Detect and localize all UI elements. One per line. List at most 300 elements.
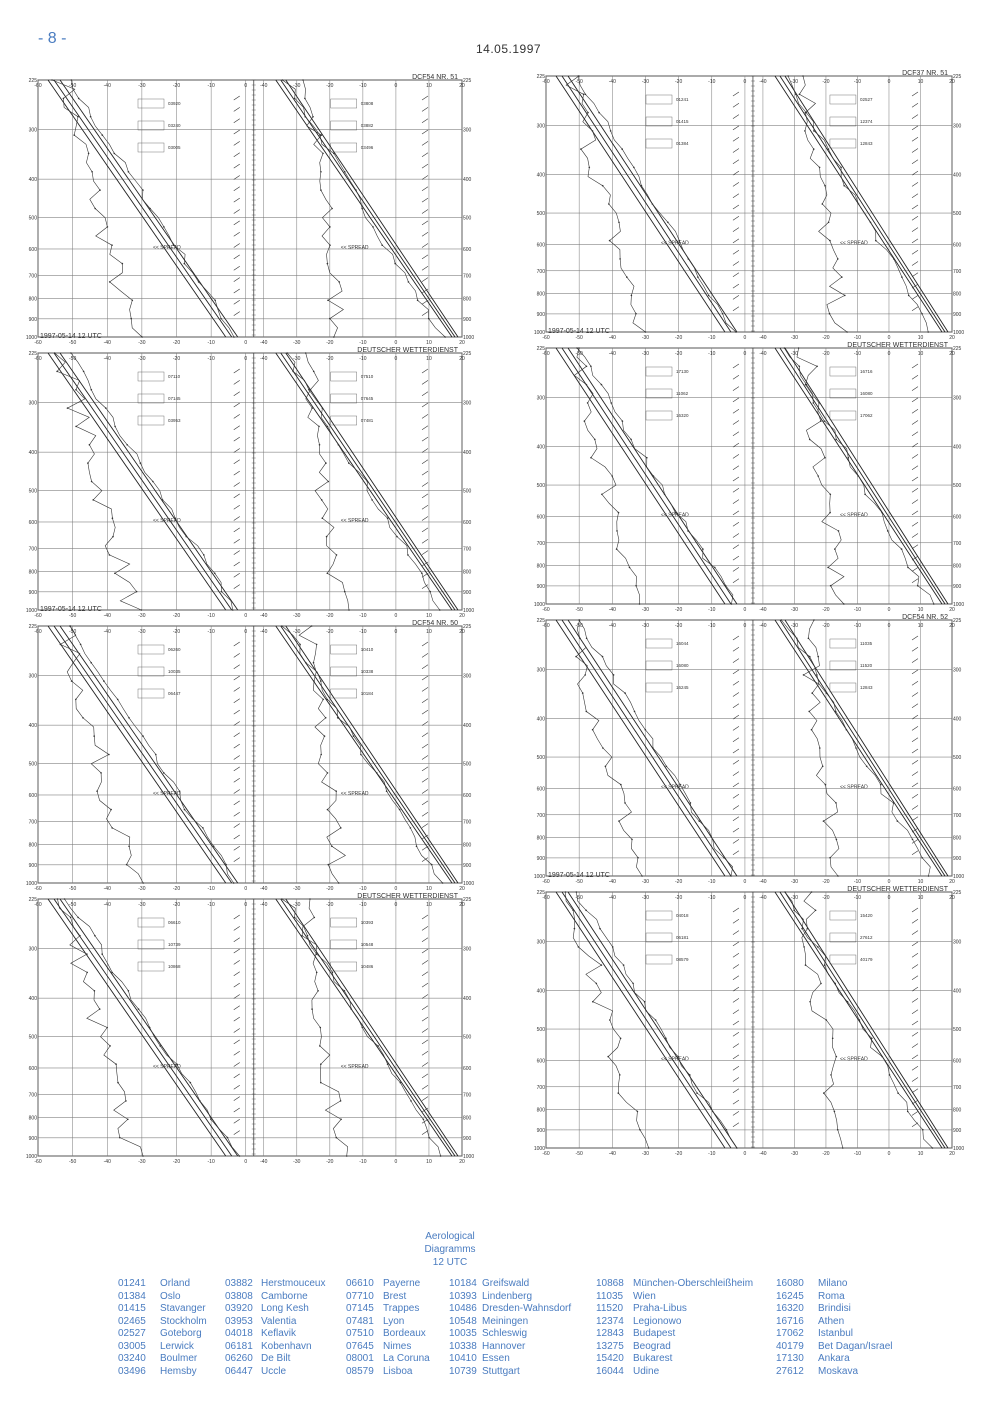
trace-marker bbox=[111, 827, 113, 829]
wind-barb bbox=[234, 403, 240, 407]
wind-barb bbox=[422, 767, 428, 771]
trace-marker bbox=[646, 457, 648, 459]
wind-barb bbox=[733, 908, 739, 912]
wind-barb bbox=[733, 1032, 739, 1036]
wind-barb bbox=[912, 307, 918, 311]
trace-marker bbox=[637, 857, 639, 859]
wind-barb bbox=[422, 369, 428, 373]
station-name: Budapest bbox=[633, 1328, 676, 1339]
station-entry bbox=[346, 1316, 430, 1329]
wind-barb bbox=[912, 919, 918, 923]
temperature-tick-label: -40 bbox=[260, 83, 268, 89]
trace-marker bbox=[64, 898, 66, 900]
station-data-box bbox=[331, 416, 357, 425]
trace-marker bbox=[817, 656, 819, 658]
wind-barb bbox=[912, 466, 918, 470]
trace-marker bbox=[623, 964, 625, 966]
wind-barb bbox=[733, 239, 739, 243]
trace-marker bbox=[644, 1001, 646, 1003]
temperature-tick-label: 20 bbox=[949, 607, 955, 613]
station-entry bbox=[596, 1303, 753, 1316]
trace-marker bbox=[624, 692, 626, 694]
wind-barb bbox=[733, 772, 739, 776]
temperature-tick-label: -30 bbox=[790, 623, 799, 629]
wind-barb bbox=[422, 551, 428, 555]
station-data-box bbox=[830, 139, 856, 148]
station-name: Wien bbox=[633, 1290, 656, 1302]
temperature-tick-label: -30 bbox=[293, 1159, 301, 1165]
trace-marker bbox=[572, 910, 574, 912]
wind-barb bbox=[912, 704, 918, 708]
temperature-tick-label: 20 bbox=[459, 356, 465, 362]
trace-marker bbox=[320, 1027, 322, 1029]
trace-marker bbox=[835, 711, 837, 713]
temperature-tick-label: 0 bbox=[887, 79, 891, 85]
temperature-tick-label: 0 bbox=[743, 879, 747, 885]
trace-marker bbox=[348, 609, 350, 611]
temperature-tick-label: 0 bbox=[394, 886, 398, 892]
trace-marker bbox=[376, 772, 378, 774]
dwd-label: DEUTSCHER WETTERDIENST bbox=[357, 893, 458, 900]
aerological-diagram bbox=[533, 70, 966, 342]
temperature-tick-label: -20 bbox=[675, 623, 683, 629]
temperature-tick-label: -40 bbox=[103, 356, 111, 362]
trace-marker bbox=[803, 946, 805, 948]
station-code-label: 12843 bbox=[859, 141, 873, 146]
pressure-tick-label: 400 bbox=[953, 716, 962, 723]
wind-barb bbox=[733, 839, 739, 843]
temperature-tick-label: -20 bbox=[326, 902, 334, 908]
trace-marker bbox=[635, 585, 637, 587]
trace-marker bbox=[322, 517, 324, 519]
station-code-label: 07481 bbox=[360, 418, 374, 423]
wind-barb bbox=[234, 1119, 240, 1123]
trace-marker bbox=[838, 530, 840, 532]
trace-marker bbox=[94, 208, 96, 210]
wind-barb bbox=[234, 494, 240, 498]
trace-marker bbox=[227, 1137, 229, 1139]
temperature-tick-label: 20 bbox=[949, 895, 955, 901]
temperature-tick-label: 0 bbox=[743, 335, 747, 341]
pressure-tick-label: 500 bbox=[28, 215, 37, 222]
trace-marker bbox=[400, 1082, 402, 1084]
temperature-tick-label: -20 bbox=[172, 902, 181, 908]
wind-barb bbox=[422, 972, 428, 976]
trace-marker bbox=[805, 964, 807, 966]
wind-barb bbox=[422, 665, 428, 669]
trace-marker bbox=[908, 295, 910, 297]
wind-barb bbox=[422, 96, 428, 100]
pressure-tick-label: 400 bbox=[536, 172, 545, 179]
station-code: 40179 bbox=[776, 1340, 804, 1352]
wind-barb bbox=[733, 976, 739, 980]
trace-marker bbox=[811, 891, 813, 893]
station-code-label: 12374 bbox=[859, 119, 873, 124]
trace-marker bbox=[331, 208, 333, 210]
station-entry bbox=[776, 1341, 893, 1354]
temperature-tick-label: -20 bbox=[172, 886, 181, 892]
trace-marker bbox=[842, 1147, 844, 1149]
temperature-tick-label: -10 bbox=[207, 83, 215, 89]
wind-barb bbox=[422, 198, 428, 202]
temperature-tick-label: -50 bbox=[69, 1159, 77, 1165]
aerological-diagram bbox=[25, 620, 476, 893]
temperature-tick-label: -30 bbox=[641, 607, 650, 613]
spread-label: << SPREAD bbox=[340, 244, 369, 251]
temperature-tick-label: 0 bbox=[394, 1159, 398, 1165]
trace-marker bbox=[132, 300, 134, 302]
trace-marker bbox=[117, 699, 119, 701]
station-code: 07510 bbox=[346, 1328, 374, 1339]
trace-marker bbox=[313, 680, 315, 682]
trace-marker bbox=[818, 402, 820, 404]
trace-marker bbox=[327, 573, 329, 575]
wind-barb bbox=[912, 726, 918, 730]
spread-label: << SPREAD bbox=[839, 512, 868, 519]
temperature-tick-label: 0 bbox=[394, 613, 398, 619]
trace-marker bbox=[589, 167, 591, 169]
station-entry bbox=[776, 1353, 893, 1366]
trace-marker bbox=[830, 494, 832, 496]
wind-barb bbox=[912, 488, 918, 492]
trace-marker bbox=[781, 619, 783, 621]
trace-marker bbox=[93, 735, 95, 737]
trace-marker bbox=[282, 79, 284, 81]
station-code-label: 07110 bbox=[168, 374, 181, 379]
station-code: 06260 bbox=[225, 1353, 253, 1364]
trace-marker bbox=[921, 313, 923, 315]
trace-marker bbox=[163, 226, 165, 228]
wind-barb bbox=[912, 1021, 918, 1025]
trace-marker bbox=[311, 625, 313, 627]
trace-marker bbox=[846, 729, 848, 731]
trace-marker bbox=[601, 494, 603, 496]
station-code: 06447 bbox=[225, 1365, 253, 1377]
temperature-tick-label: 0 bbox=[887, 1151, 891, 1157]
station-column bbox=[449, 1278, 571, 1378]
trace-marker bbox=[807, 928, 809, 930]
station-code-label: 10868 bbox=[168, 964, 181, 969]
trace-marker bbox=[815, 910, 817, 912]
trace-marker bbox=[338, 444, 340, 446]
wind-barb bbox=[912, 364, 918, 368]
spread-label: << SPREAD bbox=[661, 512, 689, 519]
trace-marker bbox=[586, 384, 588, 386]
trace-marker bbox=[408, 281, 410, 283]
temperature-tick-label: -10 bbox=[359, 83, 367, 89]
trace-marker bbox=[610, 402, 612, 404]
station-data-box bbox=[646, 389, 672, 398]
trace-marker bbox=[844, 295, 846, 297]
pressure-tick-label: 800 bbox=[953, 563, 962, 570]
trace-marker bbox=[321, 499, 323, 501]
temperature-tick-label: -60 bbox=[542, 879, 550, 885]
station-code: 07145 bbox=[346, 1303, 374, 1314]
wind-barb bbox=[234, 1085, 240, 1089]
pressure-tick-label: 1000 bbox=[25, 881, 37, 887]
wind-barb bbox=[912, 295, 918, 299]
trace-marker bbox=[893, 258, 895, 260]
trace-marker bbox=[585, 910, 587, 912]
station-name: Boulmer bbox=[160, 1353, 198, 1364]
temperature-tick-label: 0 bbox=[743, 79, 747, 85]
temperature-tick-label: -10 bbox=[853, 895, 862, 901]
temperature-tick-label: -30 bbox=[293, 356, 301, 362]
trace-marker bbox=[653, 475, 655, 477]
trace-marker bbox=[320, 171, 322, 173]
trace-marker bbox=[329, 318, 331, 320]
station-entry bbox=[449, 1316, 571, 1329]
trace-marker bbox=[75, 699, 77, 701]
trace-marker bbox=[320, 1082, 322, 1084]
diagram-footer: 1997-05-14 12 UTC bbox=[40, 333, 102, 340]
figure-caption bbox=[400, 1230, 500, 1269]
station-data-box bbox=[646, 683, 672, 692]
trace-marker bbox=[327, 300, 329, 302]
wind-barb bbox=[234, 130, 240, 134]
station-entry bbox=[596, 1353, 753, 1366]
trace-marker bbox=[616, 530, 618, 532]
station-code-label: 03005 bbox=[168, 145, 181, 150]
trace-marker bbox=[612, 946, 614, 948]
wind-barb bbox=[234, 983, 240, 987]
station-data-box bbox=[830, 367, 856, 376]
pressure-tick-label: 900 bbox=[463, 316, 472, 323]
trace-marker bbox=[186, 536, 188, 538]
trace-marker bbox=[848, 457, 850, 459]
temperature-tick-label: -10 bbox=[708, 351, 716, 357]
pressure-tick-label: 400 bbox=[953, 988, 962, 995]
station-column bbox=[596, 1278, 753, 1378]
wind-barb bbox=[422, 312, 428, 316]
trace-marker bbox=[809, 656, 811, 658]
wind-barb bbox=[234, 778, 240, 782]
trace-marker bbox=[90, 116, 92, 118]
trace-marker bbox=[813, 148, 815, 150]
temperature-tick-label: -10 bbox=[853, 623, 862, 629]
trace-marker bbox=[723, 857, 725, 859]
temperature-tick-label: -10 bbox=[207, 629, 215, 635]
temperature-tick-label: -10 bbox=[359, 629, 367, 635]
station-entry bbox=[346, 1353, 430, 1366]
pressure-tick-label: 225 bbox=[953, 346, 962, 352]
wind-barb bbox=[912, 976, 918, 980]
pressure-tick-label: 1000 bbox=[463, 608, 475, 614]
trace-marker bbox=[648, 1147, 650, 1149]
temperature-tick-label: -10 bbox=[708, 1151, 716, 1157]
station-entry bbox=[776, 1366, 893, 1379]
trace-marker bbox=[578, 619, 580, 621]
pressure-tick-label: 300 bbox=[536, 667, 545, 674]
station-name: Milano bbox=[818, 1278, 848, 1289]
trace-marker bbox=[429, 591, 431, 593]
station-name: Hemsby bbox=[160, 1365, 197, 1377]
station-data-box bbox=[646, 139, 672, 148]
wind-barb bbox=[234, 642, 240, 646]
wind-barb bbox=[422, 949, 428, 953]
station-data-box bbox=[830, 933, 856, 942]
temperature-tick-label: 10 bbox=[917, 1151, 924, 1157]
temperature-tick-label: -30 bbox=[790, 879, 799, 885]
temperature-tick-label: -50 bbox=[69, 902, 77, 908]
temperature-tick-label: -20 bbox=[675, 335, 683, 341]
wind-barb bbox=[234, 96, 240, 100]
temperature-tick-label: -40 bbox=[260, 629, 268, 635]
wind-barb bbox=[912, 432, 918, 436]
station-data-box bbox=[830, 95, 856, 104]
temperature-tick-label: -10 bbox=[359, 613, 367, 619]
trace-marker bbox=[596, 983, 598, 985]
pressure-tick-label: 225 bbox=[28, 624, 37, 630]
station-code-label: 10739 bbox=[168, 942, 181, 947]
station-name: Camborne bbox=[261, 1290, 308, 1302]
trace-marker bbox=[239, 1155, 241, 1157]
trace-marker bbox=[565, 891, 567, 893]
temperature-tick-label: -50 bbox=[575, 335, 583, 341]
pressure-tick-label: 1000 bbox=[953, 330, 965, 336]
station-code: 12843 bbox=[596, 1328, 624, 1339]
trace-marker bbox=[630, 439, 632, 441]
station-code-label: 02527 bbox=[859, 97, 873, 102]
pressure-tick-label: 1000 bbox=[533, 874, 545, 880]
trace-marker bbox=[823, 1092, 825, 1094]
wind-barb bbox=[912, 749, 918, 753]
trace-marker bbox=[386, 790, 388, 792]
trace-marker bbox=[340, 1119, 342, 1121]
station-code-label: 17130 bbox=[676, 369, 689, 374]
wind-barb bbox=[422, 756, 428, 760]
wind-barb bbox=[912, 421, 918, 425]
wind-barb bbox=[733, 488, 739, 492]
station-entry bbox=[118, 1353, 207, 1366]
wind-barb bbox=[733, 556, 739, 560]
trace-marker bbox=[864, 494, 866, 496]
spread-label: << SPREAD bbox=[839, 784, 868, 791]
trace-marker bbox=[319, 444, 321, 446]
trace-marker bbox=[348, 462, 350, 464]
wind-barb bbox=[912, 1078, 918, 1082]
trace-marker bbox=[618, 222, 620, 224]
trace-marker bbox=[329, 226, 331, 228]
station-code-label: 10035 bbox=[168, 669, 181, 674]
pressure-tick-label: 700 bbox=[463, 273, 472, 280]
temperature-tick-label: 20 bbox=[459, 83, 465, 89]
trace-marker bbox=[837, 1129, 839, 1131]
trace-marker bbox=[149, 208, 151, 210]
station-code: 03005 bbox=[118, 1340, 146, 1352]
temperature-tick-label: -10 bbox=[359, 1159, 367, 1165]
trace-marker bbox=[119, 1137, 121, 1139]
station-code-label: 11520 bbox=[859, 663, 873, 668]
trace-marker bbox=[901, 276, 903, 278]
trace-marker bbox=[586, 711, 588, 713]
trace-marker bbox=[346, 1155, 348, 1157]
temperature-tick-label: -20 bbox=[326, 356, 334, 362]
pressure-tick-label: 225 bbox=[953, 618, 962, 624]
temperature-tick-label: 0 bbox=[394, 356, 398, 362]
trace-marker bbox=[331, 846, 333, 848]
pressure-tick-label: 300 bbox=[463, 946, 472, 953]
trace-marker bbox=[893, 802, 895, 804]
dwd-label: DEUTSCHER WETTERDIENST bbox=[847, 886, 948, 893]
wind-barb bbox=[422, 278, 428, 282]
trace-marker bbox=[907, 1111, 909, 1113]
trace-marker bbox=[602, 747, 604, 749]
trace-marker bbox=[687, 530, 689, 532]
spread-label: << SPREAD bbox=[153, 517, 181, 524]
station-name: Praha-Libus bbox=[633, 1303, 687, 1314]
wind-barb bbox=[422, 778, 428, 782]
pressure-tick-label: 225 bbox=[28, 897, 37, 903]
temperature-tick-label: 20 bbox=[949, 879, 955, 885]
temperature-tick-label: -40 bbox=[103, 902, 111, 908]
wind-barb bbox=[234, 1063, 240, 1067]
trace-marker bbox=[610, 130, 612, 132]
station-entry bbox=[449, 1291, 571, 1304]
temperature-tick-label: -20 bbox=[822, 1151, 830, 1157]
wind-barb bbox=[422, 300, 428, 304]
trace-marker bbox=[618, 512, 620, 514]
trace-marker bbox=[574, 928, 576, 930]
trace-marker bbox=[592, 729, 594, 731]
aerological-diagram bbox=[533, 886, 966, 1158]
trace-marker bbox=[611, 475, 613, 477]
station-code-label: 11035 bbox=[859, 641, 873, 646]
station-code: 03240 bbox=[118, 1353, 146, 1364]
wind-barb bbox=[733, 387, 739, 391]
wind-barb bbox=[733, 760, 739, 764]
trace-marker bbox=[731, 603, 733, 605]
trace-marker bbox=[328, 481, 330, 483]
station-name: Oslo bbox=[160, 1290, 181, 1302]
station-code-label: 01384 bbox=[676, 141, 689, 146]
pressure-tick-label: 1000 bbox=[953, 1146, 965, 1152]
wind-barb bbox=[422, 1040, 428, 1044]
temperature-tick-label: -40 bbox=[103, 340, 111, 346]
station-data-box bbox=[331, 667, 357, 676]
trace-marker bbox=[333, 336, 335, 338]
trace-marker bbox=[184, 809, 186, 811]
station-entry bbox=[596, 1341, 753, 1354]
wind-barb bbox=[733, 398, 739, 402]
temperature-tick-label: -60 bbox=[542, 623, 550, 629]
station-code-label: 06260 bbox=[168, 647, 181, 652]
temperature-tick-label: 0 bbox=[887, 879, 891, 885]
station-entry bbox=[776, 1278, 893, 1291]
pressure-tick-label: 700 bbox=[463, 1092, 472, 1099]
trace-marker bbox=[128, 846, 130, 848]
trace-marker bbox=[586, 638, 588, 640]
trace-marker bbox=[793, 910, 795, 912]
station-entry bbox=[118, 1328, 207, 1341]
temperature-tick-label: -20 bbox=[326, 83, 334, 89]
trace-marker bbox=[367, 481, 369, 483]
trace-marker bbox=[576, 347, 578, 349]
wind-barb bbox=[422, 824, 428, 828]
trace-marker bbox=[335, 790, 337, 792]
station-column bbox=[776, 1278, 893, 1378]
trace-marker bbox=[128, 717, 130, 719]
station-entry bbox=[776, 1328, 893, 1341]
trace-marker bbox=[688, 258, 690, 260]
trace-marker bbox=[57, 898, 59, 900]
trace-marker bbox=[613, 674, 615, 676]
wind-barb bbox=[234, 312, 240, 316]
pressure-tick-label: 300 bbox=[953, 123, 962, 130]
wind-barb bbox=[234, 858, 240, 862]
wind-barb bbox=[422, 119, 428, 123]
trace-marker bbox=[835, 439, 837, 441]
